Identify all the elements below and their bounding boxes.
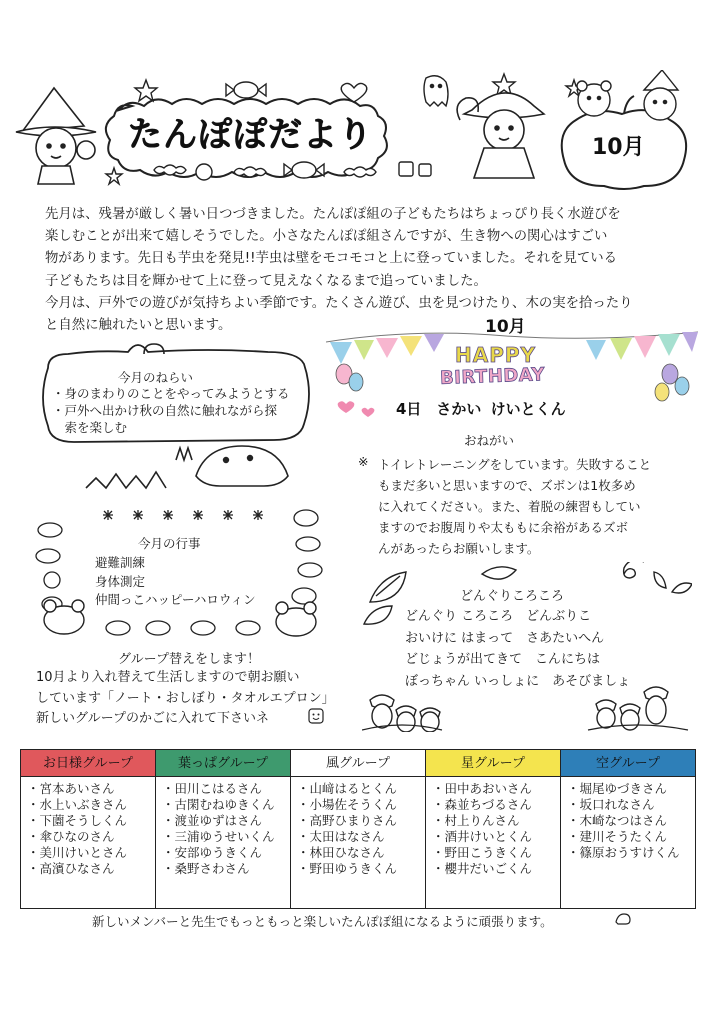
birthday-child-name: 4日 さかい けいとくん [396, 400, 566, 418]
ghost-witch-icon [644, 70, 678, 120]
group-member-list [426, 777, 560, 877]
bear-icon [276, 602, 316, 636]
witch-girl-left-icon [16, 88, 96, 184]
group-member: ・太田はなさん [297, 829, 385, 844]
group-member: ・桑野さわさん [162, 861, 250, 876]
footer-message: 新しいメンバーと先生でもっともっと楽しいたんぽぽ組になるように頑張ります。 [92, 914, 553, 929]
group-member: ・森並ちづるさん [432, 797, 532, 812]
goals-item: ・戸外へ出かけ秋の自然に触れながら探 [52, 403, 278, 418]
swirl-icon [624, 562, 644, 578]
request-line: もまだ多いと思いますので、ズボンは1枚多め [378, 478, 636, 493]
group-member: ・美川けいとさん [27, 845, 128, 860]
group-member: ・野田ゆうきくん [297, 861, 398, 876]
creature-icon [86, 446, 288, 488]
group-member: ・山﨑はるとくん [297, 781, 398, 796]
group-member: ・田川こはるさん [162, 781, 263, 796]
intro-line: 楽しむことが出来て嬉しそうでした。小さなたんぽぽ組さんですが、生き物への関心はすごい [45, 229, 608, 245]
group-member: ・酒井けいとくん [432, 829, 533, 844]
group-member: ・三浦ゆうせいくん [162, 829, 275, 844]
intro-line: 物があります。先日も芋虫を発見!!芋虫は壁をモコモコと上に登っていました。それを見ている [45, 251, 618, 267]
group-member-list [561, 777, 695, 861]
birthday-birthday-text: BIRTHDAY [439, 364, 546, 389]
smile-face-icon [308, 708, 324, 724]
events-title: 今月の行事 [138, 536, 201, 551]
group-column-sun [21, 750, 156, 908]
poem-title: どんぐりころころ [460, 589, 565, 604]
goals-list [52, 385, 302, 436]
small-heart-icon [338, 401, 375, 417]
hand-icon [614, 912, 632, 926]
group-member: ・田中あおいさん [432, 781, 533, 796]
bear-icon [577, 81, 611, 116]
poem-line: おいけに はまって さあたいへん [405, 630, 605, 646]
goals-item: ・身のまわりのことをやってみようとする [52, 386, 290, 401]
group-member: ・下薗そうしくん [27, 813, 128, 828]
poem-line: どじょうが出てきて こんにちは [405, 652, 601, 667]
events-item: 身体測定 [95, 573, 146, 589]
birthday-month: 10月 [485, 317, 526, 337]
mouse-icon [44, 600, 84, 634]
group-member: ・篠原おうすけくん [567, 845, 680, 860]
poem-body [405, 606, 630, 692]
newsletter-title: たんぽぽだより [128, 115, 373, 155]
group-member-list [156, 777, 290, 877]
group-member: ・野田こうきくん [432, 845, 533, 860]
group-column-leaf [156, 750, 291, 908]
group-member-list [21, 777, 155, 877]
goals-title: 今月のねらい [118, 370, 194, 385]
group-member: ・堀尾ゆづきさん [567, 781, 668, 796]
group-member: ・小場佐そうくん [297, 797, 398, 812]
request-line: に入れてください。また、着脱の練習もしてい [378, 499, 641, 514]
group-member: ・古閑むねゆきくん [162, 797, 275, 812]
group-change-line: 新しいグループのかごに入れて下さいネ [36, 711, 269, 726]
month-badge: 10月 [592, 135, 645, 160]
request-title: おねがい [464, 433, 515, 448]
groups-table [20, 749, 696, 909]
ghost-icon [424, 76, 448, 106]
group-header: 星グループ [426, 750, 560, 777]
group-member: ・坂口れなさん [567, 797, 655, 812]
group-member: ・村上りんさん [432, 813, 520, 828]
intro-line: 子どもたちは目を輝かせて上に登って見えなくなるまで追っていました。 [45, 273, 487, 289]
request-line: ますのでお腹周りや太ももに余裕があるズボ [378, 520, 629, 535]
group-header: 葉っぱグループ [156, 750, 290, 777]
birthday-happy-text: HAPPY [455, 343, 537, 367]
poem-line: ぼっちゃん いっしょに あそびましょ [405, 673, 631, 689]
intro-line: 今月は、戸外での遊びが気持ちよい季節です。たくさん遊び、虫を見つけたり、木の実を拾ったり [45, 295, 633, 311]
group-member: ・水上いぶきさん [27, 797, 128, 812]
request-line: んがあったらお願いします。 [378, 541, 540, 556]
group-column-star [426, 750, 561, 908]
group-member: ・傘ひなのさん [27, 829, 115, 844]
group-member: ・櫻井だいごくん [432, 861, 533, 876]
group-column-wind [291, 750, 426, 908]
events-list [95, 554, 256, 610]
group-change-line: 10月より入れ替えて生活しますので朝お願い [36, 670, 300, 685]
intro-line: 先月は、残暑が厳しく暑い日つづきました。たんぽぽ組の子どもたちはちょっぴり長く水遊びを [45, 207, 621, 222]
group-header: 風グループ [291, 750, 425, 777]
group-member: ・渡並ゆずはさん [162, 813, 263, 828]
poem-line: どんぐり ころころ どんぶりこ [405, 609, 592, 624]
group-change-line: しています「ノート・おしぼり・タオルエプロン」 [36, 690, 335, 706]
group-member: ・安部ゆうきくん [162, 845, 263, 860]
group-header: 空グループ [561, 750, 695, 777]
group-member: ・宮本あいさん [27, 781, 115, 796]
group-header: お日様グループ [21, 750, 155, 777]
group-column-sky [561, 750, 695, 908]
group-member: ・高濱ひなさん [27, 861, 115, 876]
group-member: ・高野ひまりさん [297, 813, 398, 828]
witch-girl-right-icon [457, 93, 544, 178]
group-change-body [36, 668, 336, 730]
events-item: 避難訓練 [95, 555, 146, 570]
group-member-list [291, 777, 425, 877]
group-change-title: グループ替えをします！ [118, 652, 260, 667]
group-member: ・木崎なつはさん [567, 813, 668, 828]
request-mark: ※ [358, 454, 369, 469]
request-body [378, 454, 688, 559]
sparkle-icon [103, 510, 263, 520]
events-item: 仲間っこハッピーハロウィン [95, 592, 256, 607]
intro-line: と自然に触れたいと思います。 [45, 318, 232, 334]
goals-item: 索を楽しむ [52, 420, 128, 435]
request-line: トイレトレーニングをしています。失敗すること [378, 457, 652, 472]
group-member: ・建川そうたくん [567, 829, 668, 844]
group-member: ・林田ひなさん [297, 845, 385, 860]
